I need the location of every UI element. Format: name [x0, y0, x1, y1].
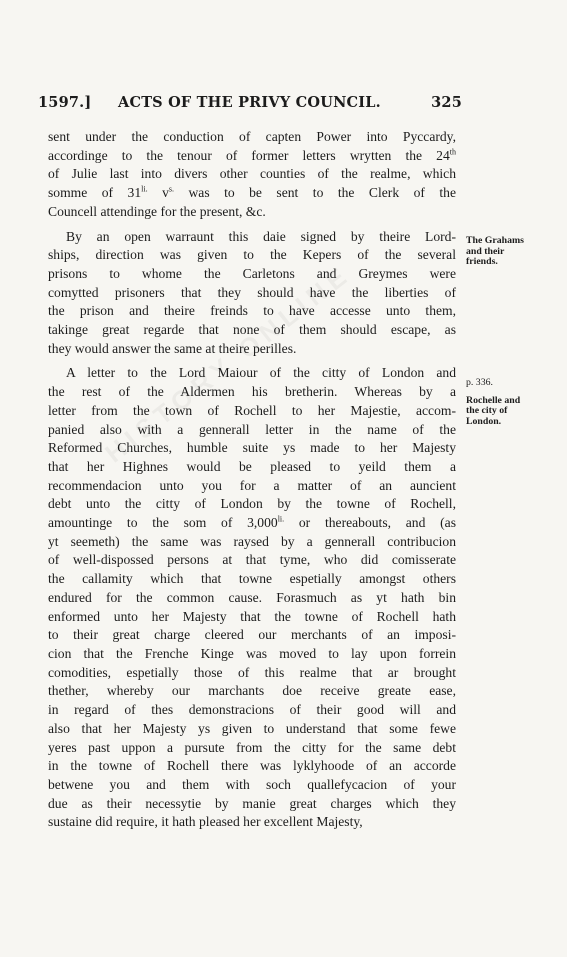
text-line: in the towne of Rochell there was lyklyhoode of an accorde	[48, 758, 456, 774]
margin-note-line: and their	[466, 245, 505, 257]
text-line: the prison and theire freinds to have accesse unto them,	[48, 303, 456, 319]
margin-note-line: friends.	[466, 256, 498, 267]
text-line: betwene you and them with soch quallefycacion of your	[48, 776, 456, 792]
header-title: ACTS OF THE PRIVY COUNCIL.	[118, 94, 381, 111]
text-line: in regard of thes demonstracions of their good will and	[48, 702, 456, 718]
text-line: yt seemeth) the same was raysed by a gennerall contribucion	[48, 533, 456, 549]
text-line: cion that the Frenche Kinge was moved to lay upon forrein	[48, 645, 456, 661]
text-line: letter from the town of Rochell to her Majestie, accom-	[48, 402, 456, 418]
text-line: accordinge to the tenour of former letters wrytten the 24th	[48, 147, 456, 163]
margin-note-line: the city of	[466, 405, 508, 416]
text-line: yeres past uppon a pursute from the citty for the same debt	[48, 739, 456, 755]
page-number: 325	[431, 94, 462, 111]
text-line: ships, direction was given to the Kepers of the several	[48, 247, 456, 263]
text-line: thether, whereby our marchants doe receive greate ease,	[48, 683, 456, 699]
margin-note-line: The Grahams	[466, 235, 524, 246]
body-text	[48, 128, 456, 838]
text-line: recommendacion unto you for a matter of an auncient	[48, 477, 456, 493]
text-line: enformed unto her Majesty that the towne of Rochell hath	[48, 608, 456, 624]
text-line: to their great charge cleered our merchants of an imposi-	[48, 627, 456, 643]
text-line: due as their necessytie by manie great charges which they	[48, 795, 456, 811]
text-line: Reformed Churches, humble suite ys made to her Majesty	[48, 440, 456, 456]
text-line: amountinge to the som of $3,000^{li.}$ or thereabouts, and (as	[48, 514, 456, 531]
text-line: Councell attendinge for the present, &c.	[48, 203, 266, 219]
text-line: somme of $31^{li.}$ $v^{s.}$ was to be sent to the Clerk of the	[48, 184, 457, 201]
margin-note-line: Rochelle and	[466, 394, 521, 406]
text-line: of well-dispossed persons at that tyme, who did comisserate	[48, 552, 456, 568]
text-line: panied also with a gennerall letter in the name of the	[48, 421, 456, 437]
margin-note-grahams	[466, 236, 558, 268]
text-line: that her Highnes would be pleased to yeild them a	[48, 458, 456, 474]
text-line: the rest of the Aldermen his bretherin. Whereas by a	[48, 384, 456, 400]
margin-note-rochelle	[466, 378, 558, 427]
text-line: By an open warraunt this daie signed by theire Lord-	[66, 228, 456, 244]
paragraph	[48, 364, 456, 832]
text-line: sustaine did require, it hath pleased her excellent Majesty,	[48, 814, 363, 830]
text-line: debt unto the citty of London by the towne of Rochell,	[48, 496, 456, 512]
margin-page-ref: p. 336.	[466, 377, 493, 388]
text-line: prisons to whome the Carletons and Greymes were	[48, 265, 456, 281]
paragraph	[48, 128, 456, 222]
header-year: 1597.]	[38, 94, 92, 111]
margin-note-line: London.	[466, 415, 502, 427]
text-line: they would answer the same at theire perilles.	[48, 340, 297, 356]
text-line: A letter to the Lord Maiour of the citty of London and	[66, 365, 456, 381]
text-line: of Julie last into divers other counties of the realme, which	[48, 166, 456, 182]
text-line: also that her Majesty ys given to understand that some fewe	[48, 720, 456, 736]
text-line: comytted prisoners that they should have the liberties of	[48, 284, 456, 300]
text-line: takinge great regarde that none of them should escape, as	[48, 322, 456, 338]
text-line: the callamity which that towne espetially amongst others	[48, 571, 456, 587]
text-line: endured for the common cause. Forasmuch as yt hath bin	[48, 589, 456, 605]
text-line: comodities, espetially those of this realme that ar brought	[48, 664, 456, 680]
paragraph	[48, 228, 456, 359]
text-line: sent under the conduction of capten Power into Pyccardy,	[48, 129, 456, 144]
